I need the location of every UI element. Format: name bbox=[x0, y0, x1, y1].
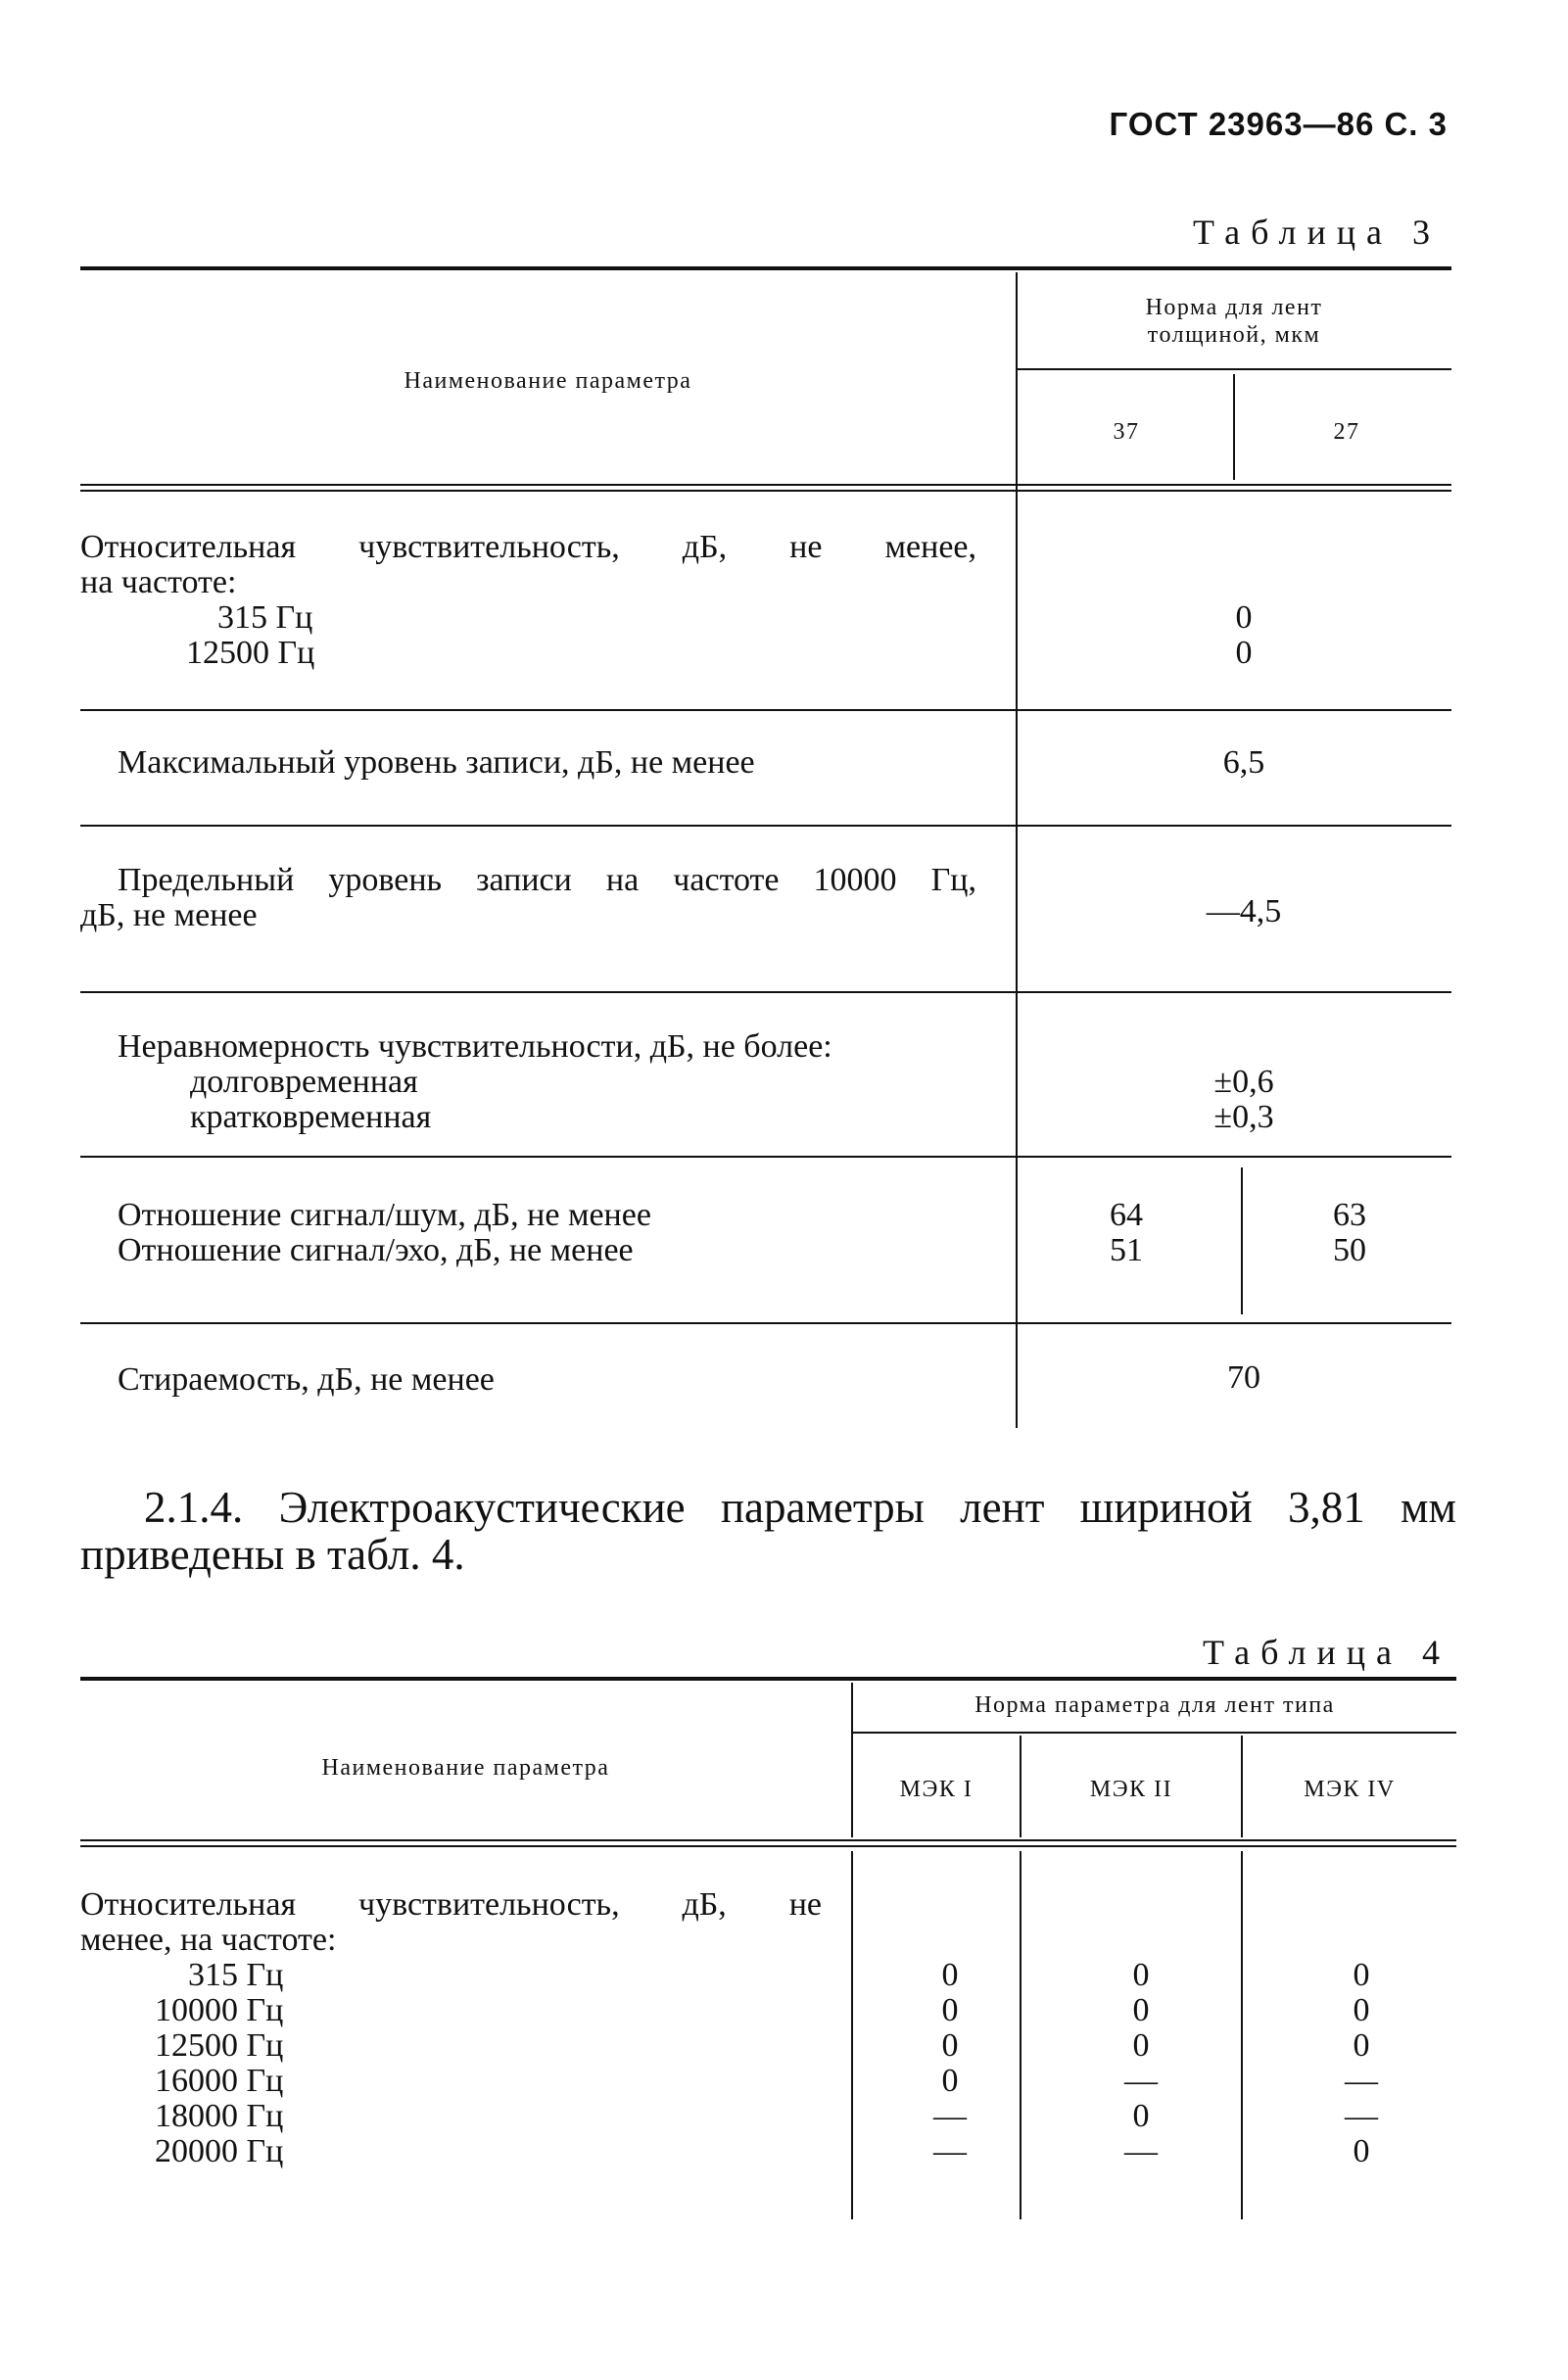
t4-mek4-val: 0 bbox=[1353, 1992, 1370, 2028]
table3-row-rule bbox=[80, 1156, 1451, 1158]
t4-freq: 16000 Гц bbox=[155, 2063, 284, 2099]
page-header: ГОСТ 23963—86 С. 3 bbox=[1109, 106, 1448, 142]
t4-mek1-val: — bbox=[933, 2133, 967, 2169]
table3-row-rule bbox=[80, 1322, 1451, 1324]
t3-r6-param: Стираемость, дБ, не менее bbox=[118, 1361, 495, 1398]
table4-col-mek1-header: МЭК I bbox=[899, 1777, 974, 1802]
table4-mek-divider-2-body bbox=[1241, 1851, 1243, 2219]
table4-col-param-header: Наименование параметра bbox=[321, 1755, 610, 1781]
t3-r3-param-line1: Предельный уровень записи на частоте 10000 Гц, bbox=[118, 862, 976, 898]
t3-r1-sub2: 12500 Гц bbox=[186, 635, 315, 671]
t4-mek4-val: 0 bbox=[1353, 2027, 1370, 2064]
t4-mek4-val: — bbox=[1345, 2098, 1378, 2134]
t4-mek2-val: 0 bbox=[1132, 1992, 1150, 2028]
t4-mek1-val: 0 bbox=[941, 1992, 959, 2028]
t3-r1-val2: 0 bbox=[1235, 635, 1253, 671]
t4-mek2-val: 0 bbox=[1132, 1957, 1150, 1993]
t3-r2-param: Максимальный уровень записи, дБ, не менее bbox=[118, 744, 755, 781]
t3-r5-param-line1: Отношение сигнал/шум, дБ, не менее bbox=[118, 1197, 651, 1233]
t3-r5-37-val2: 51 bbox=[1110, 1232, 1143, 1268]
t4-mek1-val: 0 bbox=[941, 2027, 959, 2064]
t4-mek4-val: — bbox=[1345, 2063, 1378, 2099]
table3-37-27-divider bbox=[1233, 374, 1235, 480]
table4-caption: Таблица 4 bbox=[1203, 1633, 1450, 1672]
table3-row-rule bbox=[80, 825, 1451, 827]
t3-r4-param: Неравномерность чувствительности, дБ, не более: bbox=[118, 1028, 832, 1065]
t4-mek1-val: — bbox=[933, 2098, 967, 2134]
t4-param-line2: менее, на частоте: bbox=[80, 1922, 337, 1958]
table3-caption: Таблица 3 bbox=[1193, 213, 1441, 252]
t4-freq: 20000 Гц bbox=[155, 2133, 284, 2169]
t3-r5-27-val2: 50 bbox=[1333, 1232, 1366, 1268]
paragraph-line2: приведены в табл. 4. bbox=[80, 1530, 465, 1579]
t3-r4-val1: ±0,6 bbox=[1213, 1064, 1274, 1100]
t4-mek4-val: 0 bbox=[1353, 1957, 1370, 1993]
t3-r5-27-val1: 63 bbox=[1333, 1197, 1366, 1233]
table3-row-rule bbox=[80, 709, 1451, 711]
t4-mek1-val: 0 bbox=[941, 2063, 959, 2099]
table3-row-rule bbox=[80, 991, 1451, 993]
table3-header-rule-2 bbox=[80, 490, 1451, 492]
t3-r3-value: —4,5 bbox=[1206, 893, 1282, 929]
t3-r4-val2: ±0,3 bbox=[1213, 1099, 1274, 1135]
t3-r1-sub1: 315 Гц bbox=[217, 599, 313, 636]
t3-r1-param-line1: Относительная чувствительность, дБ, не менее, bbox=[80, 529, 976, 565]
table4-header-rule-2 bbox=[80, 1845, 1456, 1847]
table3-header-rule-1 bbox=[80, 484, 1451, 486]
table3-row5-col-divider bbox=[1241, 1167, 1243, 1314]
t4-mek1-val: 0 bbox=[941, 1957, 959, 1993]
t3-r2-value: 6,5 bbox=[1222, 744, 1265, 781]
table3-col-norm-header: Норма для лент толщиной, мкм bbox=[1145, 295, 1323, 348]
t4-mek2-val: — bbox=[1124, 2133, 1158, 2169]
table4-header-rule-1 bbox=[80, 1839, 1456, 1841]
table4-param-divider-body bbox=[851, 1851, 853, 2219]
t4-freq: 18000 Гц bbox=[155, 2098, 284, 2134]
t3-r6-value: 70 bbox=[1227, 1359, 1260, 1396]
t4-freq: 10000 Гц bbox=[155, 1992, 284, 2028]
table4-top-rule bbox=[80, 1677, 1456, 1681]
table3-col-27-header: 27 bbox=[1333, 419, 1360, 445]
t4-freq: 315 Гц bbox=[188, 1957, 284, 1993]
t3-r4-sub2: кратковременная bbox=[190, 1099, 432, 1135]
t4-mek2-val: 0 bbox=[1132, 2098, 1150, 2134]
t3-r1-val1: 0 bbox=[1235, 599, 1253, 636]
t4-mek2-val: — bbox=[1124, 2063, 1158, 2099]
table3-col-divider bbox=[1016, 272, 1018, 1428]
table4-col-norm-header: Норма параметра для лент типа bbox=[974, 1692, 1335, 1718]
t4-mek2-val: 0 bbox=[1132, 2027, 1150, 2064]
table4-col-mek4-header: МЭК IV bbox=[1304, 1777, 1396, 1802]
table3-col-37-header: 37 bbox=[1113, 419, 1140, 445]
table3-top-rule bbox=[80, 266, 1451, 270]
t4-mek4-val: 0 bbox=[1353, 2133, 1370, 2169]
table4-header-sub-rule bbox=[853, 1732, 1456, 1734]
paragraph-line1: 2.1.4. Электроакустические параметры лент шириной 3,81 мм bbox=[144, 1483, 1456, 1532]
t4-freq: 12500 Гц bbox=[155, 2027, 284, 2064]
t3-r1-param-line2: на частоте: bbox=[80, 564, 237, 600]
table3-col-param-header: Наименование параметра bbox=[404, 368, 692, 394]
t3-r5-param-line2: Отношение сигнал/эхо, дБ, не менее bbox=[118, 1232, 634, 1268]
t4-param-line1: Относительная чувствительность, дБ, не bbox=[80, 1886, 822, 1923]
t3-r5-37-val1: 64 bbox=[1110, 1197, 1143, 1233]
t3-r4-sub1: долговременная bbox=[190, 1064, 418, 1100]
table3-header-sub-rule bbox=[1018, 368, 1451, 370]
t3-r3-param-line2: дБ, не менее bbox=[80, 897, 258, 933]
table4-mek-divider-1-body bbox=[1020, 1851, 1022, 2219]
table4-col-mek2-header: МЭК II bbox=[1089, 1777, 1173, 1802]
